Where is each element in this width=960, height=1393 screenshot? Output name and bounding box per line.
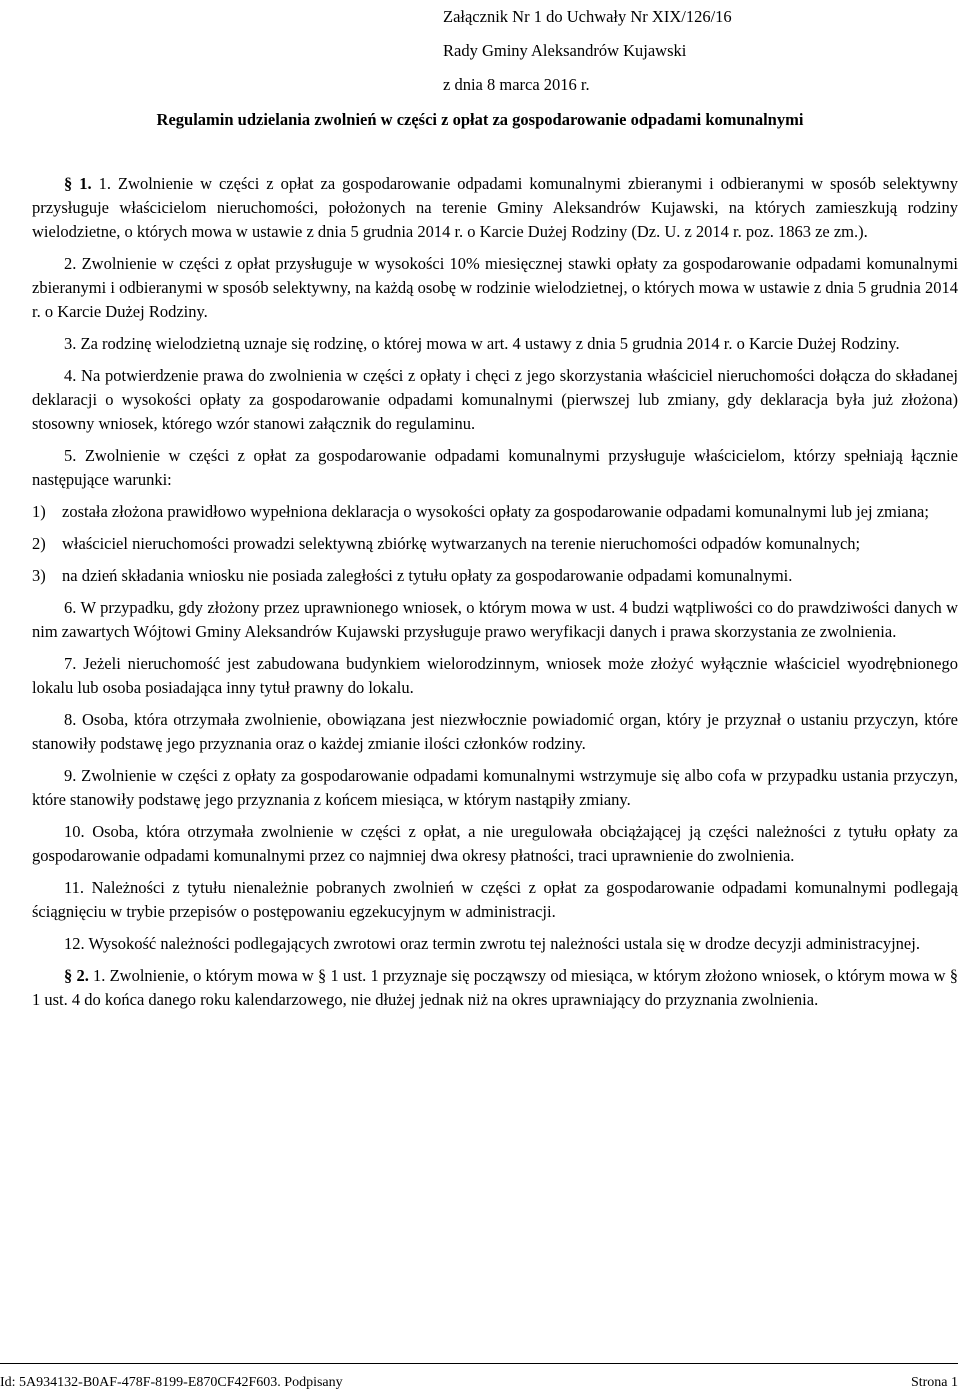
document-id: Id: 5A934132-B0AF-478F-8199-E870CF42F603. Podpisany	[0, 1375, 343, 1390]
header-line-3: z dnia 8 marca 2016 r.	[443, 75, 590, 94]
header-line-2: Rady Gminy Aleksandrów Kujawski	[443, 41, 687, 60]
section-2-paragraph	[32, 964, 958, 1012]
paragraph-6: 6. W przypadku, gdy złożony przez uprawnionego wniosek, o którym mowa w ust. 4 budzi wątpliwości co do prawdziwości danych w nim zawartych Wójtowi Gminy Aleksandrów Kujawski przysługuje prawo weryfikacji danych i prawa skorzystania ze zwolnienia.	[32, 598, 958, 641]
paragraph-10: 10. Osoba, która otrzymała zwolnienie w części z opłat, a nie uregulowała obciążającej ją części należności z tytułu opłaty za gospodarowanie odpadami komunalnymi przez co najmniej dwa okresy płatności, traci uprawnienie do zwolnienia.	[32, 822, 958, 865]
page-number: Strona 1	[910, 1375, 958, 1390]
paragraph-4: 4. Na potwierdzenie prawa do zwolnienia w części z opłaty i chęci z jego skorzystania właściciel nieruchomości dołącza do składanej deklaracji o wysokości opłaty za gospodarowanie odpadami komunalnymi (pierwszej lub zmiany, gdy deklaracja była już złożona) stosowny wniosek, którego wzór stanowi załącznik do regulaminu.	[32, 366, 958, 433]
list-item-text: została złożona prawidłowo wypełniona deklaracja o wysokości opłaty za gospodarowanie odpadami komunalnymi lub jej zmiana;	[62, 502, 929, 521]
paragraph-3: 3. Za rodzinę wielodzietną uznaje się rodzinę, o której mowa w art. 4 ustawy z dnia 5 grudnia 2014 r. o Karcie Dużej Rodziny.	[64, 334, 900, 353]
document-title: Regulamin udzielania zwolnień w części z opłat za gospodarowanie odpadami komunalnymi	[156, 110, 804, 129]
paragraph-1-text: Zwolnienie w części z opłat za gospodarowanie odpadami komunalnymi zbieranymi i odbieranymi w sposób selektywny przysługuje właścicielom nieruchomości, położonych na terenie Gminy Aleksandrów Kujawski, na których zamieszkują rodziny wielodzietne, o których mowa w ustawie z dnia 5 grudnia 2014 r. o Karcie Dużej Rodziny (Dz. U. z 2014 r. poz. 1863 ze zm.).	[32, 174, 958, 241]
section-1-marker: § 1.	[64, 174, 92, 193]
list-item	[32, 532, 958, 556]
list-item-number: 3)	[32, 566, 46, 585]
paragraph-9: 9. Zwolnienie w części z opłaty za gospodarowanie odpadami komunalnymi wstrzymuje się albo cofa w przypadku ustania przyczyn, które stanowiły podstawę jego przyznania z końcem miesiąca, w którym nastąpiły zmiany.	[32, 766, 958, 809]
paragraph-1	[32, 172, 958, 244]
paragraph-11: 11. Należności z tytułu nienależnie pobranych zwolnień w części z opłat za gospodarowanie odpadami komunalnymi podlegają ściągnięciu w trybie przepisów o postępowaniu egzekucyjnym w administracji.	[32, 878, 958, 921]
paragraph-2: 2. Zwolnienie w części z opłat przysługuje w wysokości 10% miesięcznej stawki opłaty za gospodarowanie odpadami komunalnymi zbieranymi i odbieranymi w sposób selektywny, na każdą osobę w rodzinie wielodzietnej, o których mowa w ustawie z dnia 5 grudnia 2014 r. o Karcie Dużej Rodziny.	[32, 254, 958, 321]
page-footer	[0, 1373, 958, 1393]
document-body	[32, 172, 958, 1012]
paragraph-7: 7. Jeżeli nieruchomość jest zabudowana budynkiem wielorodzinnym, wniosek może złożyć wyłącznie właściciel wyodrębnionego lokalu lub osoba posiadająca inny tytuł prawny do lokalu.	[32, 654, 958, 697]
footer-divider	[0, 1363, 958, 1364]
section-2-marker: § 2.	[64, 966, 89, 985]
list-item	[32, 500, 958, 524]
paragraph-5: 5. Zwolnienie w części z opłat za gospodarowanie odpadami komunalnymi przysługuje właścicielom, którzy spełniają łącznie następujące warunki:	[32, 446, 958, 489]
paragraph-8: 8. Osoba, która otrzymała zwolnienie, obowiązana jest niezwłocznie powiadomić organ, który je przyznał o ustaniu przyczyn, które stanowiły podstawę jego przyznania oraz o każdej zmianie ilości członków rodziny.	[32, 710, 958, 753]
paragraph-1-number: 1.	[98, 174, 111, 193]
list-item-number: 1)	[32, 502, 46, 521]
header-line-1: Załącznik Nr 1 do Uchwały Nr XIX/126/16	[443, 7, 732, 26]
paragraph-12: 12. Wysokość należności podlegających zwrotowi oraz termin zwrotu tej należności ustala się w drodze decyzji administracyjnej.	[64, 934, 920, 953]
list-item-number: 2)	[32, 534, 46, 553]
list-item	[32, 564, 958, 588]
list-item-text: właściciel nieruchomości prowadzi selektywną zbiórkę wytwarzanych na terenie nieruchomości odpadów komunalnych;	[62, 534, 861, 553]
section-2-text: 1. Zwolnienie, o którym mowa w § 1 ust. 1 przyznaje się począwszy od miesiąca, w którym złożono wniosek, o którym mowa w § 1 ust. 4 do końca danego roku kalendarzowego, nie dłużej jednak niż na okres uprawniający do przyznania zwolnienia.	[32, 966, 959, 1009]
list-item-text: na dzień składania wniosku nie posiada zaległości z tytułu opłaty za gospodarowanie odpadami komunalnymi.	[62, 566, 793, 585]
attachment-header	[443, 0, 732, 102]
